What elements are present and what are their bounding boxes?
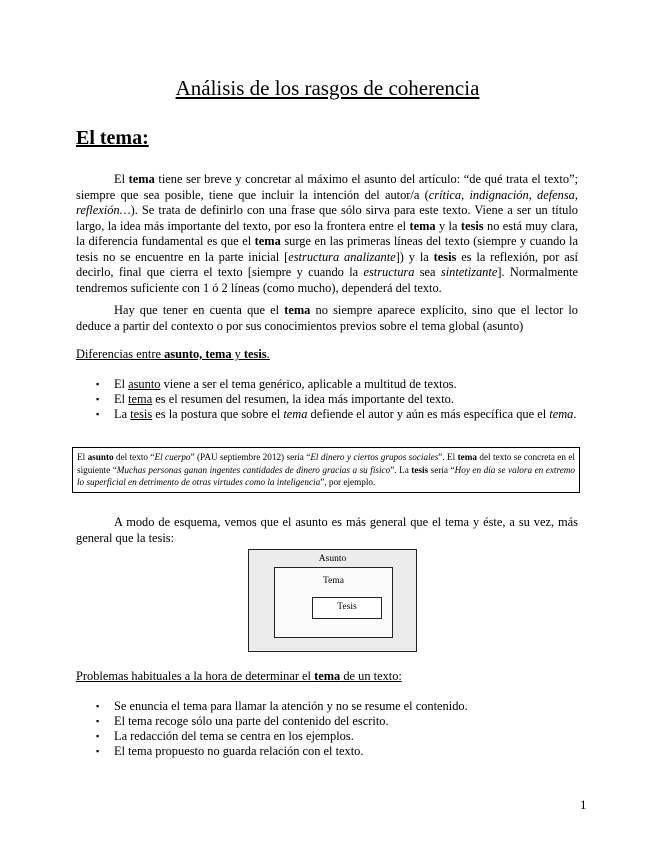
list-item: ▪ Se enuncia el tema para llamar la atención y no se resume el contenido. [96, 699, 468, 713]
diagram-box-tema [274, 567, 393, 638]
list-item: ▪ El tema es el resumen del resumen, la idea más importante del texto. [96, 392, 454, 406]
bullet-icon: ▪ [96, 409, 100, 419]
nesting-diagram [248, 549, 417, 652]
bullet-icon: ▪ [96, 394, 100, 404]
paragraph-tema-definition: El tema tiene ser breve y concretar al máximo el asunto del artículo: “de qué trata el texto”; siempre que sea posible, tiene que incluir la intención del autor/a (crítica, indignación, defensa, reflexión…). Se trata de definirlo con una frase que sólo sirva para este texto. Viene a ser un título largo, la idea más importante del texto, por eso la frontera entre el tema y la tesis no está muy clara, la diferencia fundamental es que el tema surge en las primeras líneas del texto (siempre y cuando la tesis no se encuentre en la parte inicial [estructura analizante]) y la tesis es la reflexión, por así decirlo, final que cierra el texto [siempre y cuando la estructura sea sintetizante]. Normalmente tendremos suficiente con 1 ó 2 líneas (como mucho), dependerá del texto. [76, 172, 579, 295]
bullet-icon: ▪ [96, 746, 100, 756]
paragraph-tema-implicit: Hay que tener en cuenta que el tema no siempre aparece explícito, sino que el lector lo deduce a partir del contexto o por sus conocimientos previos sobre el tema global (asunto) [76, 303, 578, 333]
diagram-label-tesis: Tesis [337, 602, 357, 612]
diagram-box-tesis [312, 597, 382, 619]
list-item: ▪ La tesis es la postura que sobre el tema defiende el autor y aún es más específica que el tema. [96, 407, 577, 421]
diagram-label-asunto: Asunto [318, 554, 347, 564]
subheading-problems: Problemas habituales a la hora de determinar el tema de un texto: [76, 669, 402, 683]
list-item: ▪ El tema recoge sólo una parte del contenido del escrito. [96, 714, 389, 728]
bullet-icon: ▪ [96, 379, 100, 389]
list-item: ▪ El asunto viene a ser el tema genérico, aplicable a multitud de textos. [96, 377, 457, 391]
list-item: ▪ El tema propuesto no guarda relación con el texto. [96, 744, 364, 758]
bullet-icon: ▪ [96, 731, 100, 741]
list-item: ▪ La redacción del tema se centra en los ejemplos. [96, 729, 354, 743]
example-box: El asunto del texto “El cuerpo” (PAU septiembre 2012) sería “El dinero y ciertos grupos sociales”. El tema del texto se concreta en el siguiente “Muchas personas ganan ingentes cantidades de dinero gracias a su físico”. La tesis sería “Hoy en día se valora en extremo lo superficial en detrimento de otras virtudes como la inteligencia”, por ejemplo. [72, 447, 580, 493]
section-heading-tema: El tema: [76, 127, 149, 149]
diagram-label-tema: Tema [323, 576, 344, 586]
differences-list [96, 377, 578, 422]
page-title: Análisis de los rasgos de coherencia [175, 76, 480, 100]
page-number: 1 [580, 797, 587, 812]
paragraph-schema: A modo de esquema, vemos que el asunto es más general que el tema y éste, a su vez, más general que la tesis: [76, 515, 578, 545]
bullet-icon: ▪ [96, 701, 100, 711]
subheading-differences: Diferencias entre asunto, tema y tesis. [76, 347, 270, 361]
problems-list [96, 699, 578, 759]
bullet-icon: ▪ [96, 716, 100, 726]
